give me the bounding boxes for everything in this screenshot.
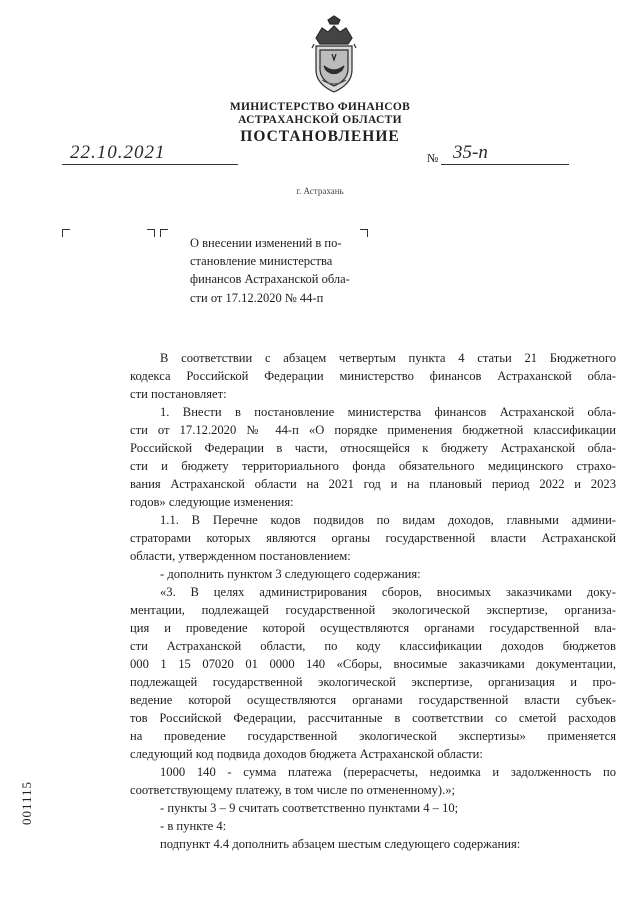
date-field xyxy=(62,140,238,165)
body-line: сти от 17.12.2020 № 44-п «О порядке применения бюджетной классификации xyxy=(130,423,616,438)
date-handwritten: 22.10.2021 xyxy=(70,142,166,163)
number-handwritten: 35-п xyxy=(453,142,488,163)
body-line: 1. Внести в постановление министерства финансов Астраханской обла- xyxy=(160,405,616,420)
corner-mark xyxy=(160,229,168,237)
coat-of-arms-icon xyxy=(308,14,360,100)
corner-mark xyxy=(62,229,70,237)
body-line: В соответствии с абзацем четвертым пункта 4 статьи 21 Бюджетного xyxy=(160,351,616,365)
document-type: ПОСТАНОВЛЕНИЕ xyxy=(240,128,400,145)
body-line: вания Астраханской области на 2021 год и на плановый период 2022 и 2023 xyxy=(130,477,616,492)
corner-mark xyxy=(147,229,155,237)
body-line: сти Астраханской области, по коду классификации доходов бюджетов xyxy=(130,639,616,654)
body-line: страторами которых являются органы государственной власти Астраханской xyxy=(130,531,616,546)
body-line: сти и бюджету территориального фонда обязательного медицинского страхо- xyxy=(130,459,616,474)
body-line: - пункты 3 – 9 считать соответственно пунктами 4 – 10; xyxy=(160,801,459,816)
city: г. Астрахань xyxy=(296,186,344,196)
subject-line: становление министерства xyxy=(190,254,333,269)
body-line: ментации, подлежащей государственной экологической экспертизе, организа- xyxy=(130,603,616,618)
margin-number-text: 001115 xyxy=(19,780,34,826)
body-line: кодекса Российской Федерации министерство финансов Астраханской обла- xyxy=(130,369,616,383)
body-line: подлежащей государственной экологической экспертизе, организация и про- xyxy=(130,675,616,690)
body-line: тов Российской Федерации, рассчитанные в соответствии со сметой расходов xyxy=(130,711,616,726)
body-line: 000 1 15 07020 01 0000 140 «Сборы, вносимые заказчиками документации, xyxy=(130,657,616,672)
body-line: 1.1. В Перечне кодов подвидов по видам доходов, главными админи- xyxy=(160,513,616,528)
body-line: ция и проведение которой осуществляются органами государственной вла- xyxy=(130,621,616,636)
margin-number xyxy=(18,768,36,838)
number-field xyxy=(441,144,569,165)
body-line: годов» следующие изменения: xyxy=(130,495,294,510)
body-line: сти постановляет: xyxy=(130,387,227,401)
subject-line: О внесении изменений в по- xyxy=(190,236,342,250)
body-line: следующий код подвида доходов бюджета Астраханской области: xyxy=(130,747,483,762)
body-line: «3. В целях администрирования сборов, вносимых заказчиками доку- xyxy=(160,585,616,600)
body-line: - дополнить пунктом 3 следующего содержания: xyxy=(160,567,421,582)
ministry-line-1: МИНИСТЕРСТВО ФИНАНСОВ xyxy=(229,101,411,113)
subject-block xyxy=(190,234,386,307)
body-line: на проведение государственной экологической экспертизы» применяется xyxy=(130,729,616,744)
body-text xyxy=(130,349,616,853)
ministry-line-2: АСТРАХАНСКОЙ ОБЛАСТИ xyxy=(238,114,402,126)
ministry-name xyxy=(0,101,640,127)
body-line: - в пункте 4: xyxy=(160,819,227,834)
body-line: Российской Федерации в части, относящейся к бюджету Астраханской обла- xyxy=(130,441,616,456)
number-label: № xyxy=(427,151,439,165)
body-line: 1000 140 - сумма платежа (перерасчеты, недоимка и задолженность по xyxy=(160,765,616,780)
body-line: ведение которой осуществляются органами государственной власти субъек- xyxy=(130,693,616,708)
body-line: подпункт 4.4 дополнить абзацем шестым следующего содержания: xyxy=(160,837,521,852)
body-line: соответствующему платежу, в том числе по отмененному).»; xyxy=(130,783,456,798)
subject-line: сти от 17.12.2020 № 44-п xyxy=(190,290,324,305)
subject-line: финансов Астраханской обла- xyxy=(190,272,350,287)
body-line: области, утвержденном постановлением: xyxy=(130,549,351,564)
